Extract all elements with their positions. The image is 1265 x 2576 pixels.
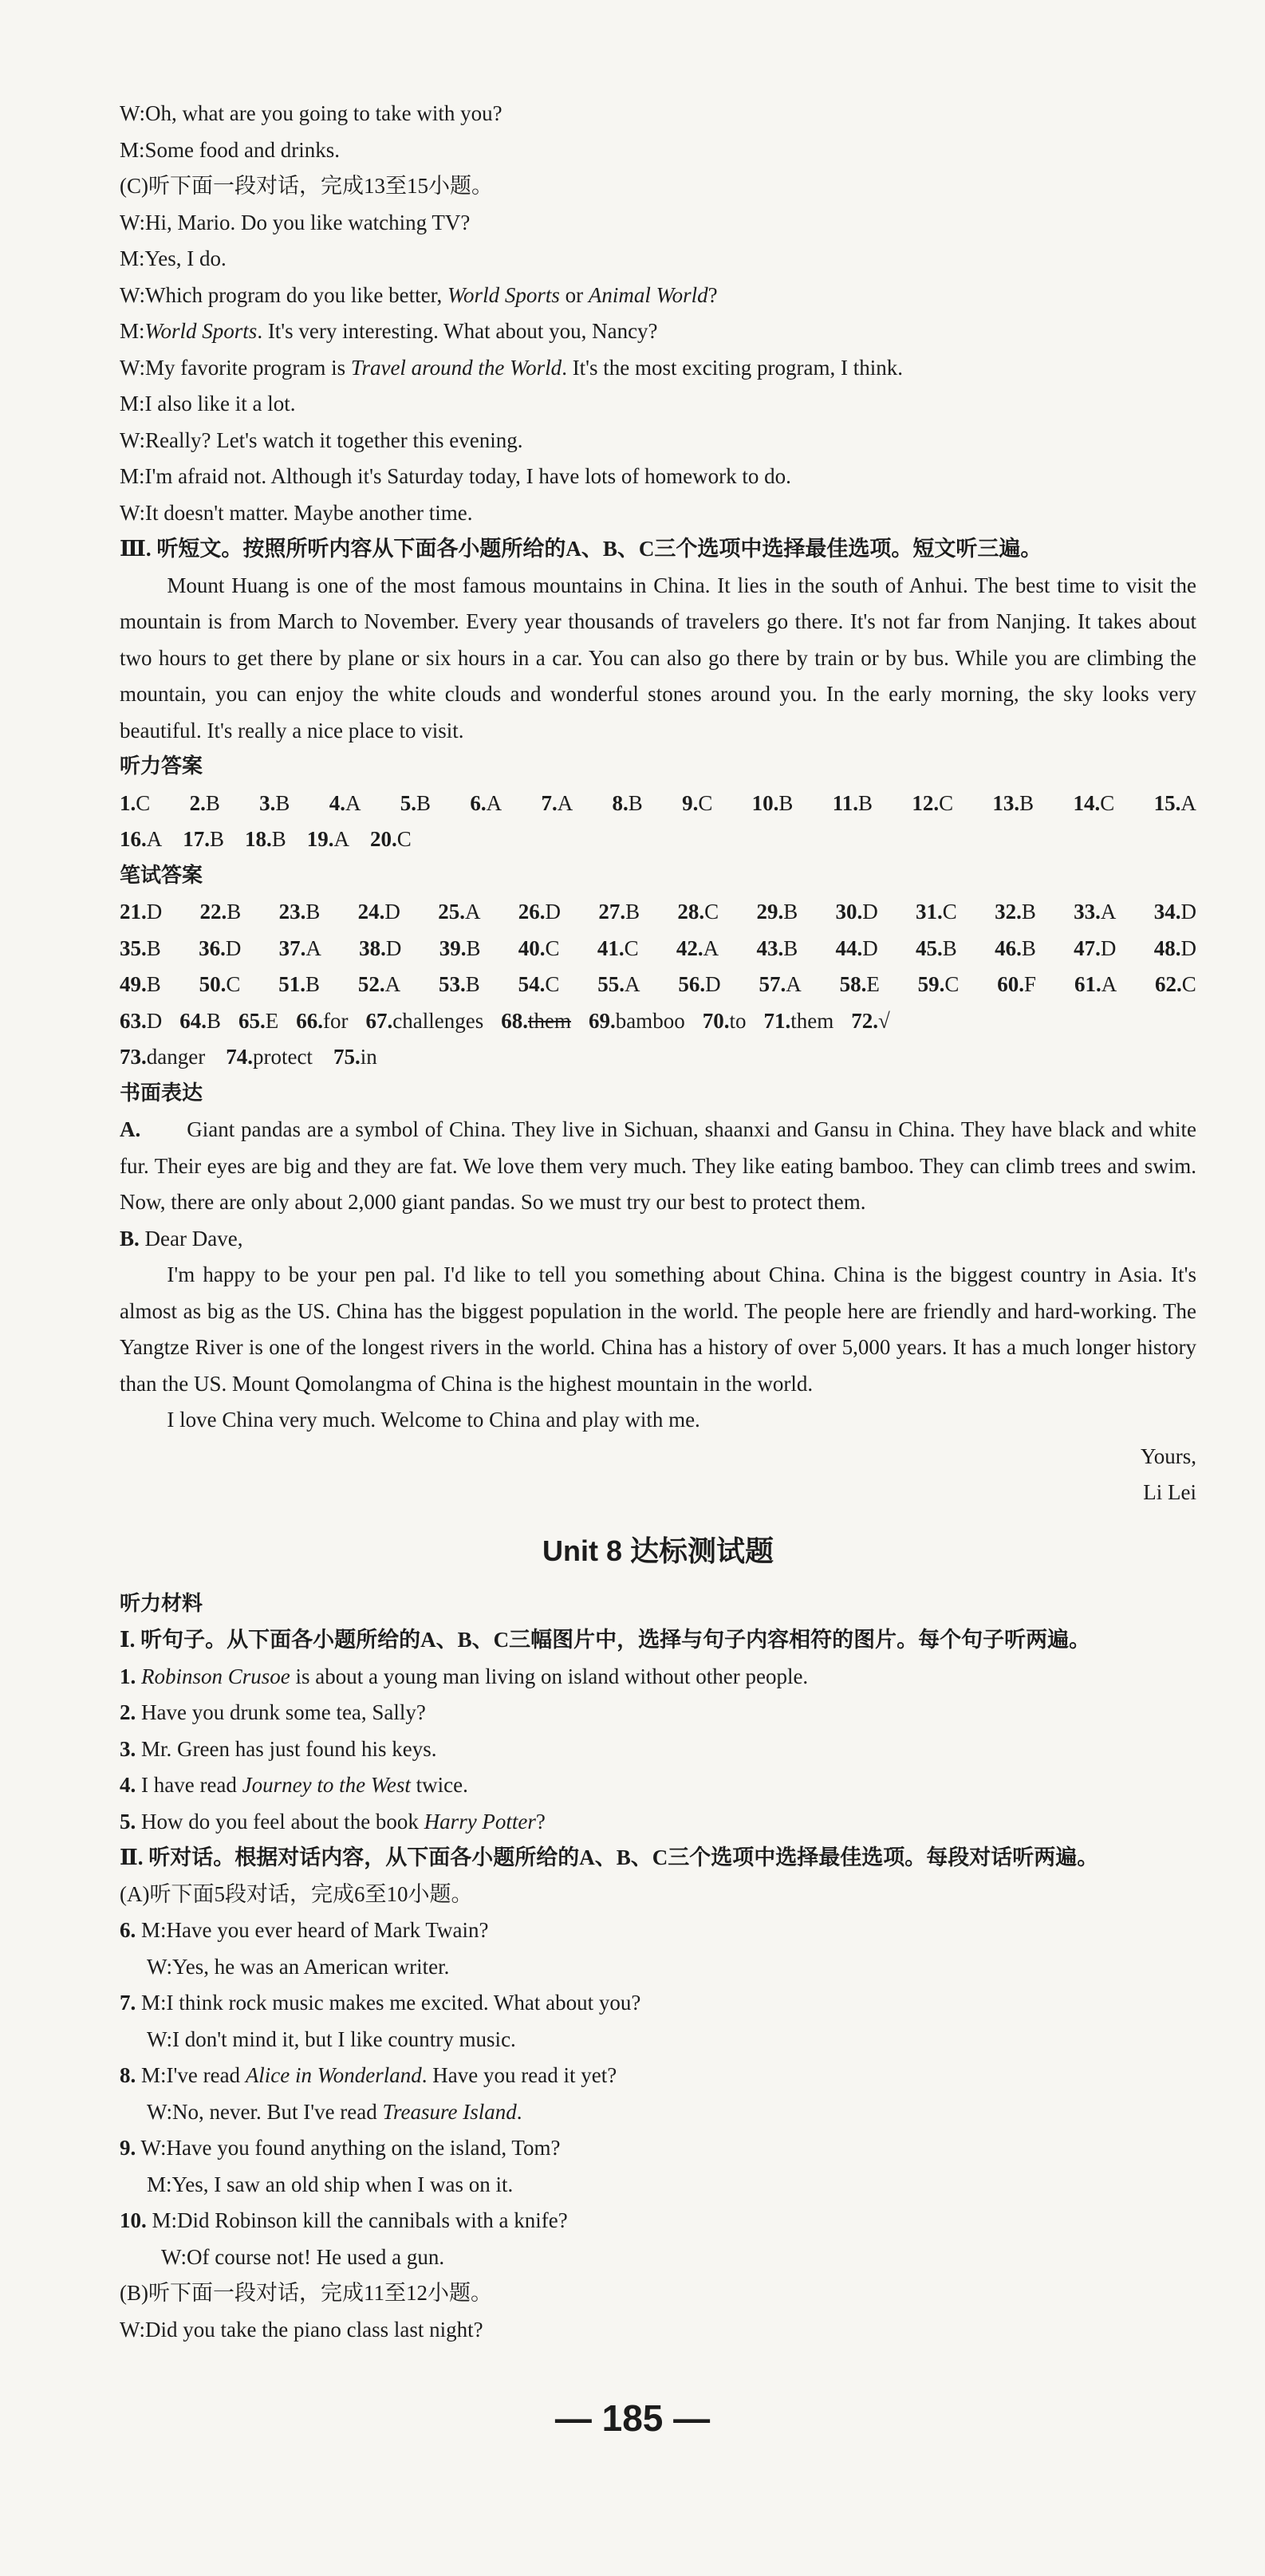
answer-item: 5.B (400, 790, 432, 815)
answer-item: 55.A (597, 972, 640, 996)
answer-item: 74.protect (226, 1045, 313, 1069)
answer-item: 71.them (763, 1008, 834, 1033)
answer-item: 14.C (1073, 790, 1115, 815)
unit-title: Unit 8 达标测试题 (542, 1534, 774, 1567)
answer-item: 53.B (438, 972, 480, 996)
answer-item: 22.B (199, 900, 242, 924)
answer-item: 64.B (179, 1008, 222, 1033)
sentence-item: 5. How do you feel about the book Harry Potter? (120, 1809, 546, 1834)
dialogue-line: 8. M:I've read Alice in Wonderland. Have you read it yet? (120, 2063, 617, 2087)
writing-heading: 书面表达 (120, 1081, 203, 1105)
answer-item: 66.for (296, 1008, 349, 1033)
answer-item: 31.C (916, 900, 957, 924)
section-3-heading: Ⅲ. 听短文。按照所听内容从下面各小题所给的A、B、C三个选项中选择最佳选项。短文听三遍。 (120, 537, 1042, 561)
section-2b-heading: (B)听下面一段对话，完成11至12小题。 (120, 2281, 492, 2305)
dialogue-line: W:I don't mind it, but I like country music. (147, 2027, 516, 2051)
answer-item: 19.A (306, 827, 350, 851)
answer-item: 47.D (1074, 935, 1117, 960)
essay-b-name: Li Lei (1143, 1480, 1196, 1504)
page-number: — 185 — (554, 2397, 711, 2439)
answer-item: 63.D (120, 1008, 163, 1033)
answer-item: 51.B (278, 972, 321, 996)
answer-item: 73.danger (120, 1045, 206, 1069)
essay-a-label: A. (120, 1117, 141, 1141)
dialogue-line: 10. M:Did Robinson kill the cannibals with a knife? (120, 2208, 568, 2232)
sentence-item: 1. Robinson Crusoe is about a young man living on island without other people. (120, 1664, 809, 1688)
answer-item: 60.F (997, 972, 1037, 996)
answer-item: 70.to (702, 1008, 747, 1033)
dialogue-line: 6. M:Have you ever heard of Mark Twain? (120, 1918, 489, 1942)
answer-item: 10.B (751, 790, 794, 815)
answer-item: 65.E (238, 1008, 279, 1033)
answer-item: 62.C (1155, 972, 1196, 996)
answer-item: 12.C (912, 790, 954, 815)
dialogue-line: M:Yes, I saw an old ship when I was on it. (147, 2172, 514, 2196)
essay-b-body2: I love China very much. Welcome to China and play with me. (167, 1408, 700, 1432)
answer-item: 43.B (756, 935, 798, 960)
answer-item: 35.B (120, 935, 161, 960)
dialogue-line: W:Really? Let's watch it together this evening. (120, 427, 523, 452)
listening-material-heading: 听力材料 (120, 1591, 203, 1616)
answer-item: 69.bamboo (588, 1008, 685, 1033)
written-answers-heading: 笔试答案 (120, 863, 203, 888)
dialogue-line: W:Yes, he was an American writer. (147, 1954, 450, 1979)
answer-item: 24.D (357, 900, 400, 924)
page-content (120, 96, 1196, 2348)
section-c-heading: (C)听下面一段对话，完成13至15小题。 (120, 174, 493, 198)
written-answers-row (120, 1039, 1196, 1076)
essay-a: A. Giant pandas are a symbol of China. They live in Sichuan, shaanxi and Gansu in China. They have black and white fur. Their eyes are big and they are fat. We love them very much. They like eating bamboo. They can climb trees and swim. Now, there are only about 2,000 giant pandas. So we must try our best to protect them. (120, 1117, 1196, 1214)
answer-item: 42.A (676, 935, 719, 960)
essay-b-greeting: B. Dear Dave, (120, 1226, 243, 1251)
essay-b-body: I'm happy to be your pen pal. I'd like to tell you something about China. China is the biggest country in Asia. It's almost as big as the US. China has the biggest population in the world. The people here are friendly and hard-working. The Yangtze River is one of the longest rivers in the world. China has a history of over 5,000 years. It has a much longer history than the US. Mount Qomolangma of China is the highest mountain in the world. (120, 1262, 1196, 1396)
listening-answers-heading: 听力答案 (120, 754, 203, 778)
sentence-item: 2. Have you drunk some tea, Sally? (120, 1700, 426, 1724)
answer-item: 56.D (678, 972, 721, 996)
section-2a-heading: (A)听下面5段对话，完成6至10小题。 (120, 1881, 473, 1906)
answer-item: 41.C (597, 935, 639, 960)
answer-item: 1.C (120, 790, 151, 815)
answer-item: 52.A (357, 972, 401, 996)
answer-item: 45.B (916, 935, 957, 960)
dialogue-line: 7. M:I think rock music makes me excited. What about you? (120, 1991, 641, 2015)
passage-text: Mount Huang is one of the most famous mountains in China. It lies in the south of Anhui. The best time to visit the mountain is from March to November. Every year thousands of travelers go there. It's not far from Nanjing. It takes about two hours to get there by plane or six hours in a car. You can also go there by train or by bus. While you are climbing the mountain, you can enjoy the white clouds and wonderful stones around you. In the early morning, the sky looks very beautiful. It's really a nice place to visit. (120, 573, 1196, 742)
answer-item: 25.A (438, 900, 481, 924)
answer-item: 18.B (245, 827, 286, 851)
answer-item: 8.B (612, 790, 643, 815)
answer-item: 44.D (835, 935, 878, 960)
answer-item: 7.A (541, 790, 573, 815)
dialogue-line: W:Hi, Mario. Do you like watching TV? (120, 210, 471, 234)
answer-item: 54.C (518, 972, 560, 996)
dialogue-line: W:My favorite program is Travel around the World. It's the most exciting program, I think. (120, 355, 903, 380)
dialogue-line: M:World Sports. It's very interesting. What about you, Nancy? (120, 319, 658, 343)
answer-item: 34.D (1153, 900, 1196, 924)
dialogue-line: W:It doesn't matter. Maybe another time. (120, 500, 473, 525)
answer-item: 30.D (835, 900, 878, 924)
answer-item: 50.C (199, 972, 241, 996)
answer-item: 20.C (370, 827, 412, 851)
answer-item: 21.D (120, 900, 163, 924)
answer-item: 27.B (598, 900, 640, 924)
answer-item: 39.B (439, 935, 481, 960)
dialogue-line: W:Did you take the piano class last night? (120, 2317, 483, 2342)
sentence-item: 3. Mr. Green has just found his keys. (120, 1736, 437, 1761)
answer-item: 11.B (832, 790, 873, 815)
answer-item: 17.B (183, 827, 225, 851)
answer-item: 3.B (259, 790, 290, 815)
dialogue-line: W:Which program do you like better, World Sports or Animal World? (120, 282, 718, 307)
sentence-item: 4. I have read Journey to the West twice. (120, 1773, 468, 1797)
written-answers-row (120, 1003, 1196, 1040)
answers-row (120, 821, 1196, 858)
listening-answers (120, 786, 1196, 858)
written-answers-row (120, 894, 1196, 931)
answer-item: 49.B (120, 972, 161, 996)
answer-item: 37.A (278, 935, 321, 960)
answer-item: 40.C (518, 935, 560, 960)
answer-item: 23.B (278, 900, 321, 924)
written-answers (120, 894, 1196, 1003)
answers-row (120, 786, 1196, 822)
answer-item: 57.A (759, 972, 802, 996)
answer-item: 36.D (199, 935, 242, 960)
answer-item: 33.A (1074, 900, 1117, 924)
answer-item: 46.B (995, 935, 1036, 960)
written-answers-row (120, 931, 1196, 967)
dialogue-line: M:I'm afraid not. Although it's Saturday today, I have lots of homework to do. (120, 464, 791, 488)
dialogue-line: M:Some food and drinks. (120, 137, 340, 162)
answer-item: 4.A (329, 790, 361, 815)
dialogue-line: M:I also like it a lot. (120, 392, 296, 416)
answer-item: 29.B (756, 900, 798, 924)
answer-item: 26.D (518, 900, 562, 924)
answer-item: 9.C (682, 790, 713, 815)
answer-item: 68.them (501, 1008, 571, 1033)
dialogue-line: M:Yes, I do. (120, 246, 227, 270)
answer-item: 38.D (359, 935, 402, 960)
answer-item: 13.B (992, 790, 1034, 815)
answer-item: 6.A (470, 790, 502, 815)
answer-item: 59.C (917, 972, 960, 996)
answer-item: 75.in (333, 1045, 377, 1069)
answer-item: 58.E (839, 972, 880, 996)
answer-item: 32.B (995, 900, 1036, 924)
answer-item: 67.challenges (365, 1008, 484, 1033)
essay-b-closing: Yours, (1140, 1444, 1196, 1468)
written-answers-row (120, 967, 1196, 1003)
answer-item: 15.A (1153, 790, 1196, 815)
section-2-heading: Ⅱ. 听对话。根据对话内容，从下面各小题所给的A、B、C三个选项中选择最佳选项。每段对话听两遍。 (120, 1845, 1099, 1869)
answer-item: 28.C (677, 900, 719, 924)
answer-item: 48.D (1153, 935, 1196, 960)
dialogue-line: W:Oh, what are you going to take with you? (120, 101, 502, 125)
answer-item: 72.√ (851, 1008, 890, 1033)
dialogue-line: W:No, never. But I've read Treasure Island. (147, 2099, 522, 2124)
answer-item: 16.A (120, 827, 163, 851)
section-1-heading: Ⅰ. 听句子。从下面各小题所给的A、B、C三幅图片中，选择与句子内容相符的图片。每个句子听两遍。 (120, 1628, 1091, 1652)
dialogue-line: 9. W:Have you found anything on the island, Tom? (120, 2136, 561, 2160)
answer-item: 61.A (1074, 972, 1117, 996)
dialogue-line: W:Of course not! He used a gun. (161, 2244, 445, 2269)
answer-item: 2.B (189, 790, 220, 815)
